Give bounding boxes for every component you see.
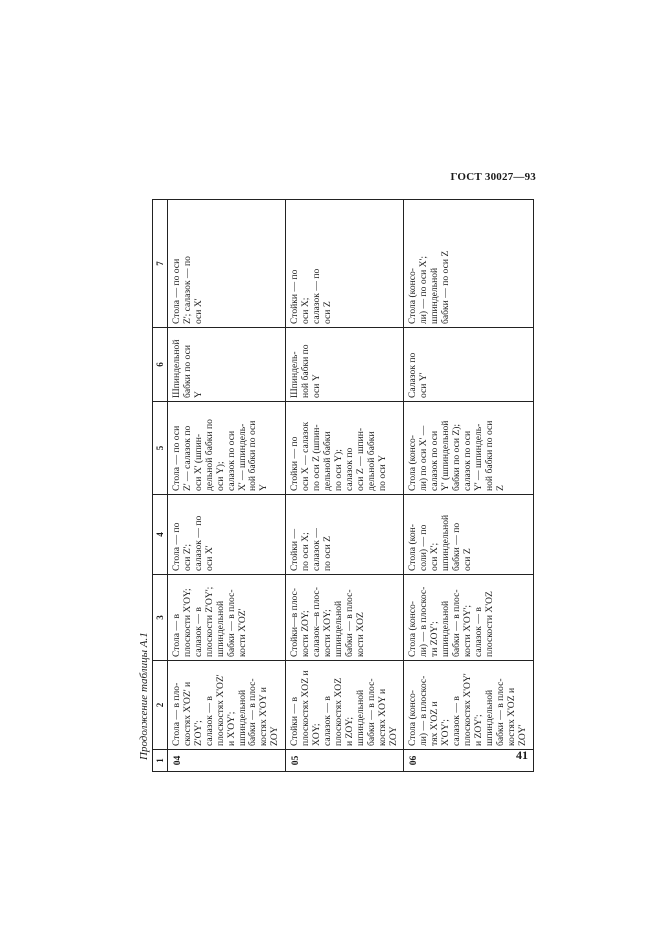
- cell-text-line: шпиндельной: [332, 600, 344, 657]
- cell-text-line: Z'OY';: [192, 720, 204, 746]
- cell-text-line: тях X'OZ и: [429, 701, 441, 746]
- cell-text-line: Стола (кон-: [407, 524, 419, 571]
- cell-text-line: шпиндельной: [236, 689, 248, 746]
- cell-text-line: Стола — по оси: [171, 425, 182, 491]
- cell-text-line: Z: [494, 485, 506, 491]
- cell-text-line: шпиндельной: [214, 600, 226, 657]
- row-number-cell: 05: [286, 750, 404, 772]
- table-cell-col2: [404, 661, 533, 750]
- table-row: [286, 200, 404, 772]
- cell-text-line: Y' (шпиндельной: [440, 420, 452, 491]
- cell-text-line: кости XOY;: [321, 609, 333, 657]
- cell-text-line: салазок по оси: [429, 430, 441, 491]
- cell-text-line: по оси Y: [376, 454, 388, 491]
- header-row: [153, 200, 168, 772]
- table-cell-col5: [286, 402, 404, 495]
- table-cell-col7: [286, 200, 404, 328]
- cell-text-line: Стола (консо-: [407, 434, 419, 491]
- row-number-cell: 06: [404, 750, 533, 772]
- page-header-standard: ГОСТ 30027—93: [450, 171, 536, 183]
- cell-text-line: кости ZOY;: [300, 610, 312, 657]
- cell-text-line: XOY;: [311, 723, 323, 746]
- cell-text-line: салазок по оси: [462, 430, 474, 491]
- cell-text-line: Шпиндель-: [289, 351, 301, 398]
- cell-text-line: бабки — в плос-: [365, 678, 377, 746]
- cell-text-line: оси Y': [418, 372, 430, 398]
- table-cell-col2: [168, 661, 286, 750]
- cell-text-line: бабки — в плос-: [225, 589, 237, 657]
- cell-text-line: Стола — по оси: [171, 258, 182, 324]
- cell-text-line: по оси Z (шпин-: [311, 424, 323, 491]
- cell-text-line: салазок по оси: [225, 430, 237, 491]
- cell-text-line: ной бабки по оси: [247, 420, 259, 491]
- cell-text-line: оси X — салазок: [300, 421, 312, 491]
- cell-text-line: Стола (консо-: [407, 689, 419, 746]
- cell-text-line: ной бабки по: [300, 344, 312, 398]
- column-header: 4: [153, 495, 168, 575]
- cell-text-line: Y' — шпиндель-: [472, 423, 484, 491]
- cell-text-line: X'OY';: [440, 719, 452, 746]
- cell-text-line: салазок—в плос-: [311, 587, 323, 657]
- cell-text-line: оси X';: [429, 542, 441, 571]
- column-header: 5: [153, 402, 168, 495]
- cell-text-line: кости X'OY';: [462, 604, 474, 657]
- table-cell-col5: [404, 402, 533, 495]
- cell-text-line: салазок — в: [203, 696, 215, 746]
- cell-text-line: Стойки — по: [289, 269, 301, 324]
- column-header: 7: [153, 200, 168, 328]
- cell-text-line: ной бабки по оси: [483, 420, 495, 491]
- cell-text-line: бабки — в плос-: [343, 589, 355, 657]
- cell-text-line: Стола — в пло-: [171, 682, 182, 746]
- cell-text-line: по оси Z: [321, 535, 333, 571]
- table-cell-col7: [404, 200, 533, 328]
- cell-text-line: плоскостях XOZ и: [300, 670, 312, 746]
- page-number: 41: [516, 748, 528, 762]
- table-row: [168, 200, 286, 772]
- table-cell-col5: [168, 402, 286, 495]
- cell-text-line: Стола — по: [171, 522, 182, 571]
- cell-text-line: салазок — в: [472, 607, 484, 657]
- cell-text-line: оси Z: [321, 301, 333, 324]
- cell-text-line: бабки — в плос-: [494, 678, 506, 746]
- cell-text-line: дельной бабки по: [203, 419, 215, 491]
- table-cell-col4: [286, 495, 404, 575]
- cell-text-line: по оси X;: [300, 532, 312, 571]
- cell-text-line: Y: [258, 484, 270, 491]
- cell-text-line: бабки — в плос-: [451, 589, 463, 657]
- table-cell-col3: [404, 575, 533, 661]
- cell-text-line: салазок —: [311, 528, 323, 571]
- cell-text-line: Стойки—в плос-: [289, 588, 301, 657]
- table-cell-col4: [168, 495, 286, 575]
- cell-text-line: оси Z';: [181, 543, 193, 571]
- cell-text-line: дельной бабки: [365, 431, 377, 491]
- cell-text-line: Стола (консо-: [407, 267, 419, 324]
- table-cell-col4: [404, 495, 533, 575]
- cell-text-line: ли) — по оси X';: [418, 256, 430, 324]
- cell-text-line: Y: [192, 391, 204, 398]
- cell-text-line: соли) — по: [418, 524, 430, 571]
- requirements-table: [152, 199, 534, 772]
- cell-text-line: плоскости X'OZ: [483, 591, 495, 657]
- cell-text-line: и ZOY';: [472, 714, 484, 746]
- cell-text-line: салазок — в: [192, 607, 204, 657]
- cell-text-line: Z'; салазок — по: [181, 256, 193, 324]
- cell-text-line: оси X': [192, 298, 204, 324]
- column-header: 3: [153, 575, 168, 661]
- cell-text-line: Z' — салазок по: [181, 425, 193, 491]
- table-cell-col3: [286, 575, 404, 661]
- cell-text-line: ZOY: [387, 726, 399, 746]
- cell-text-line: плоскостях X'OY': [462, 673, 474, 746]
- table-cell-col6: [286, 328, 404, 402]
- table-cell-col6: [168, 328, 286, 402]
- cell-text-line: салазок — в: [321, 696, 333, 746]
- cell-text-line: салазок — по: [192, 515, 204, 571]
- cell-text-line: салазок — по: [311, 268, 323, 324]
- cell-text-line: шпиндельной: [440, 600, 452, 657]
- cell-text-line: плоскостях XOZ: [332, 677, 344, 746]
- cell-text-line: бабки — по: [451, 522, 463, 571]
- cell-text-line: Стойки — по: [289, 436, 301, 491]
- cell-text-line: бабки по оси Z);: [451, 423, 463, 491]
- cell-text-line: Стойки —: [289, 528, 301, 571]
- cell-text-line: оси Z: [462, 548, 474, 571]
- cell-text-line: ZOY': [516, 724, 528, 746]
- cell-text-line: Стола — в: [171, 614, 182, 657]
- table-cell-col6: [404, 328, 533, 402]
- cell-text-line: ZOY: [269, 726, 281, 746]
- cell-text-line: X' — шпиндель-: [236, 423, 248, 491]
- table-caption: Продолжение таблицы А.1: [138, 632, 150, 760]
- cell-text-line: шпиндельной: [429, 267, 441, 324]
- column-header: 1: [153, 750, 168, 772]
- cell-text-line: оси Z — шпин-: [354, 427, 366, 491]
- cell-text-line: Стойки — в: [289, 697, 301, 746]
- cell-text-line: шпиндельной: [440, 514, 452, 571]
- cell-text-line: бабки — в плос-: [247, 678, 259, 746]
- cell-text-line: костях XOY и: [376, 688, 388, 746]
- column-header: 6: [153, 328, 168, 402]
- cell-text-line: ли) — в плоскос-: [418, 675, 430, 746]
- cell-text-line: ти ZOY';: [429, 621, 441, 657]
- table-cell-col7: [168, 200, 286, 328]
- cell-text-line: плоскостях X'OZ': [214, 674, 226, 746]
- cell-text-line: кости XOZ: [354, 612, 366, 657]
- cell-text-line: бабки — по оси Z: [440, 250, 452, 324]
- table-cell-col2: [286, 661, 404, 750]
- cell-text-line: Стола (консо-: [407, 600, 419, 657]
- cell-text-line: оси X' (шпин-: [192, 433, 204, 491]
- cell-text-line: салазок по: [343, 447, 355, 491]
- table-cell-col3: [168, 575, 286, 661]
- cell-text-line: оси Y);: [214, 461, 226, 491]
- column-header: 2: [153, 661, 168, 750]
- cell-text-line: плоскости X'OY;: [181, 588, 193, 657]
- cell-text-line: кости X'OZ': [236, 608, 248, 657]
- cell-text-line: Салазок по: [407, 352, 419, 398]
- table-row: [404, 200, 533, 772]
- table-body: [168, 200, 534, 772]
- cell-text-line: бабки по оси: [181, 345, 193, 398]
- cell-text-line: Шпиндельной: [171, 339, 182, 398]
- cell-text-line: и ZOY;: [343, 716, 355, 746]
- cell-text-line: шпиндельной: [483, 689, 495, 746]
- cell-text-line: ли) по оси X' —: [418, 425, 430, 491]
- cell-text-line: ли) — в плоскос-: [418, 586, 430, 657]
- cell-text-line: костях X'OY и: [258, 687, 270, 746]
- cell-text-line: оси X': [203, 545, 215, 571]
- row-number-cell: 04: [168, 750, 286, 772]
- cell-text-line: и X'OY';: [225, 711, 237, 746]
- cell-text-line: оси X;: [300, 297, 312, 324]
- cell-text-line: скостях X'OZ' и: [181, 681, 193, 746]
- cell-text-line: шпиндельной: [354, 689, 366, 746]
- cell-text-line: по оси Y);: [332, 449, 344, 491]
- cell-text-line: плоскости Z'OY';: [203, 586, 215, 657]
- cell-text-line: оси Y: [311, 374, 323, 398]
- cell-text-line: дельной бабки: [321, 431, 333, 491]
- cell-text-line: салазок — в: [451, 696, 463, 746]
- cell-text-line: костях X'OZ и: [505, 687, 517, 746]
